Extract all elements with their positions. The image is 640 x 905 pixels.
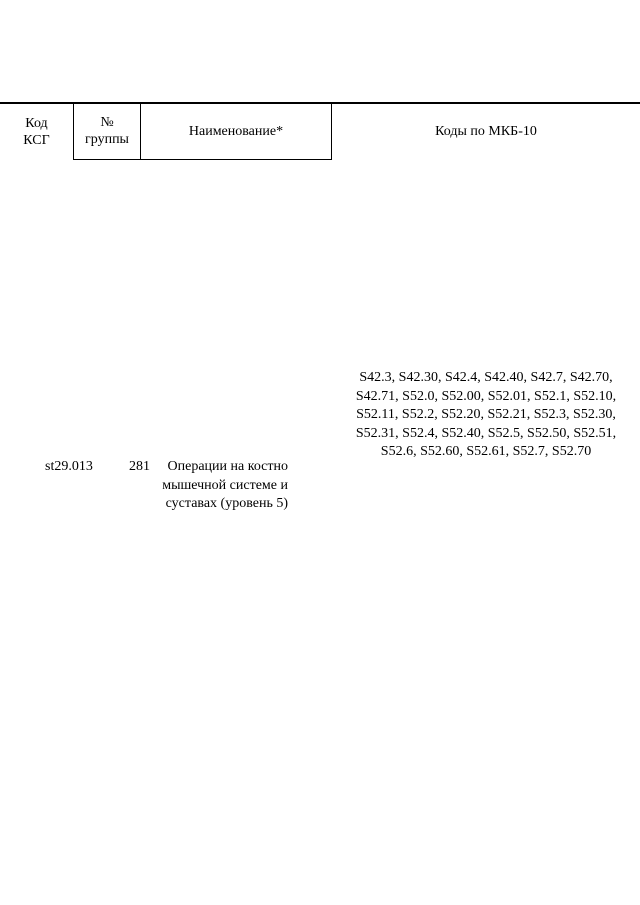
header-group-number-line1: № (100, 115, 114, 130)
header-name (141, 103, 332, 160)
row-mkb-line: S42.71, S52.0, S52.00, S52.01, S52.1, S52.10, (355, 388, 617, 404)
row-name-line: мышечной системе и (162, 477, 288, 493)
row-group-number: 281 (129, 459, 150, 474)
row-mkb-line: S52.31, S52.4, S52.40, S52.5, S52.50, S52.51, (355, 425, 617, 441)
header-group-number (73, 103, 141, 160)
header-ksg-code-line1: Код (25, 115, 48, 131)
row-mkb-line: S52.11, S52.2, S52.20, S52.21, S52.3, S52.30, (356, 407, 616, 422)
row-name-line: суставах (уровень 5) (165, 496, 288, 511)
row-name (141, 458, 288, 514)
header-mkb-codes-label: Коды по МКБ-10 (435, 124, 537, 139)
header-name-label: Наименование* (188, 123, 284, 139)
header-ksg-code-line2: КСГ (23, 132, 50, 148)
header-ksg-code (0, 103, 73, 160)
header-group-number-line2: группы (85, 132, 129, 147)
row-mkb-line: S42.3, S42.30, S42.4, S42.40, S42.7, S42.70, (359, 370, 613, 385)
header-mkb-codes (332, 103, 640, 160)
row-mkb-line: S52.6, S52.60, S52.61, S52.7, S52.70 (380, 444, 592, 459)
row-name-line: Операции на костно (167, 459, 288, 474)
row-ksg-code: st29.013 (45, 459, 93, 474)
row-mkb-codes (336, 369, 636, 462)
